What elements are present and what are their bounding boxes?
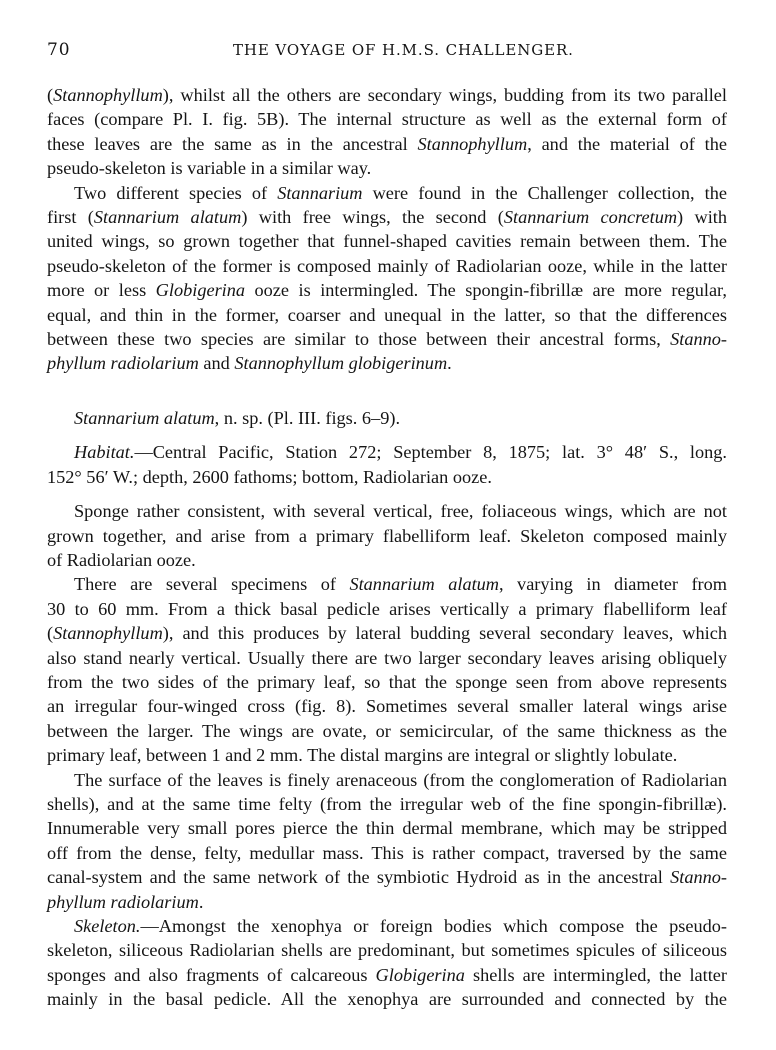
paragraph-2: [47, 181, 727, 376]
paragraph-6: [47, 914, 727, 1012]
running-title: THE VOYAGE OF H.M.S. CHALLENGER.: [233, 41, 574, 59]
text-line: of Radiolarian ooze.: [47, 549, 196, 570]
text-line: canal-system and the same network of the symbiotic Hydroid as in the ancestral Stanno-: [47, 867, 727, 888]
text-line: The surface of the leaves is finely arenaceous (from the conglomeration of Radiolarian: [74, 769, 727, 790]
text-line: off from the dense, felty, medullar mass. This is rather compact, traversed by the same: [47, 842, 727, 863]
paragraph-4: [47, 572, 727, 767]
text-line: from the two sides of the primary leaf, so that the sponge seen from above represents: [47, 671, 727, 692]
text-line: There are several specimens of Stannarium alatum, varying in diameter from: [74, 574, 728, 595]
spacer: [47, 489, 727, 499]
text-line: phyllum radiolarium.: [47, 891, 204, 912]
text-line: these leaves are the same as in the ancestral Stannophyllum, and the material of the: [47, 133, 727, 154]
text-line: equal, and thin in the former, coarser and unequal in the latter, so that the differences: [47, 304, 727, 325]
page: [47, 40, 727, 1012]
habitat-paragraph: [47, 440, 727, 489]
text-line: between these two species are similar to those between their ancestral forms, Stanno-: [47, 329, 727, 350]
page-number: 70: [47, 40, 71, 60]
text-line: (Stannophyllum), and this produces by lateral budding several secondary leaves, which: [47, 623, 727, 644]
text-line: united wings, so grown together that funnel-shaped cavities remain between them. The: [47, 231, 727, 252]
text-line: Sponge rather consistent, with several vertical, free, foliaceous wings, which are not: [74, 501, 727, 522]
text-line: pseudo-skeleton is variable in a similar way.: [47, 158, 372, 179]
text-line: primary leaf, between 1 and 2 mm. The distal margins are integral or slightly lobulate.: [47, 745, 678, 766]
text-line: skeleton, siliceous Radiolarian shells are predominant, but sometimes spicules of siliceous: [47, 940, 727, 961]
text-line: more or less Globigerina ooze is intermingled. The spongin-fibrillæ are more regular,: [47, 280, 727, 301]
text-line: phyllum radiolarium and Stannophyllum globigerinum.: [47, 353, 452, 374]
text-line: sponges and also fragments of calcareous Globigerina shells are intermingled, the latter: [47, 964, 727, 985]
text-line: faces (compare Pl. I. fig. 5B). The internal structure as well as the external form of: [47, 109, 727, 130]
text-line: grown together, and arise from a primary flabelliform leaf. Skeleton composed mainly: [47, 525, 727, 546]
paragraph-3: [47, 499, 727, 572]
species-heading: [47, 406, 727, 430]
text-line: 30 to 60 mm. From a thick basal pedicle arises vertically a primary flabelliform leaf: [47, 598, 727, 619]
spacer: [47, 376, 727, 406]
text-line: pseudo-skeleton of the former is composed mainly of Radiolarian ooze, while in the latter: [47, 255, 727, 276]
running-header: [47, 40, 727, 70]
text-line: an irregular four-winged cross (fig. 8). Sometimes several smaller lateral wings arise: [47, 696, 727, 717]
text-line: first (Stannarium alatum) with free wings, the second (Stannarium concretum) with: [47, 207, 727, 228]
text-line: also stand nearly vertical. Usually there are two larger secondary leaves arising obliquely: [47, 647, 727, 668]
text-line: Habitat.—Central Pacific, Station 272; September 8, 1875; lat. 3° 48′ S., long.: [74, 442, 727, 463]
text-line: between the larger. The wings are ovate, or semicircular, of the same thickness as the: [47, 720, 727, 741]
text-line: Skeleton.—Amongst the xenophya or foreign bodies which compose the pseudo-: [74, 916, 727, 936]
text-line: shells), and at the same time felty (from the irregular web of the fine spongin-fibrillæ).: [47, 793, 727, 814]
text-line: (Stannophyllum), whilst all the others are secondary wings, budding from its two parallel: [47, 85, 727, 105]
text-line: Two different species of Stannarium were found in the Challenger collection, the: [74, 182, 727, 203]
text-line: Stannarium alatum, n. sp. (Pl. III. figs. 6–9).: [74, 407, 401, 428]
text-line: mainly in the basal pedicle. All the xenophya are surrounded and connected by the: [47, 989, 727, 1010]
text-line: 152° 56′ W.; depth, 2600 fathoms; bottom, Radiolarian ooze.: [47, 466, 492, 487]
spacer: [47, 430, 727, 440]
paragraph-5: [47, 768, 727, 914]
text-line: Innumerable very small pores pierce the thin dermal membrane, which may be stripped: [47, 818, 727, 839]
paragraph-1: [47, 83, 727, 181]
